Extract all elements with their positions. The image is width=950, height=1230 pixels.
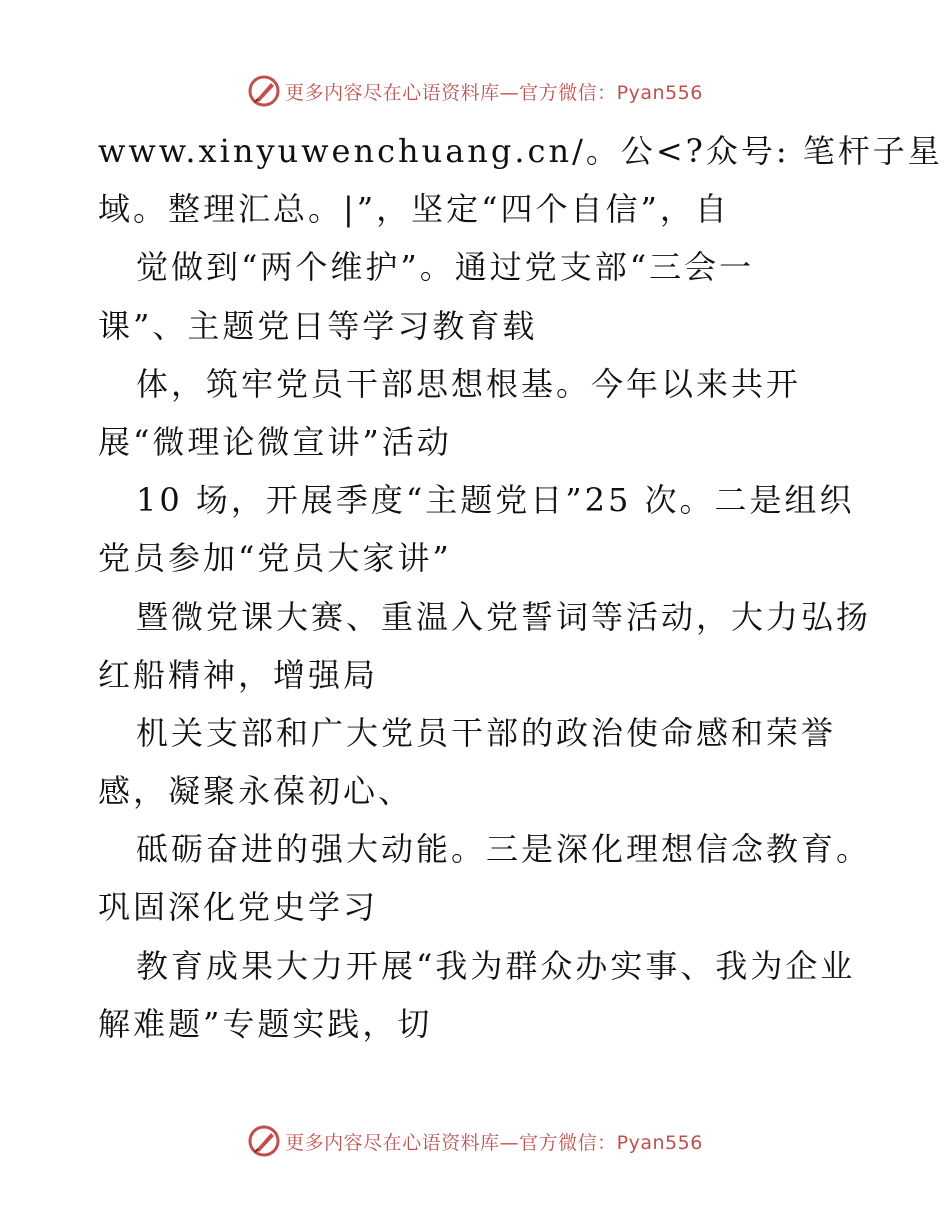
document-body: [98, 122, 943, 1053]
body-line: 解难题”专题实践，切: [98, 1004, 433, 1043]
body-line: 砥砺奋进的强大动能。三是深化理想信念教育。: [136, 830, 872, 869]
quill-logo-icon: [247, 1124, 281, 1158]
body-line: 暨微党课大赛、重温入党誓词等活动，大力弘扬: [136, 597, 872, 636]
footer-banner: [0, 1124, 950, 1158]
body-line: 觉做到“两个维护”。通过党支部“三会一: [136, 248, 755, 287]
body-line: www.xinyuwenchuang.cn/。公<?众号: 笔杆子星: [98, 132, 943, 170]
body-line: 感，凝聚永葆初心、: [98, 772, 414, 811]
header-banner: [0, 74, 950, 108]
header-banner-text: 更多内容尽在心语资料库—官方微信：Pyan556: [285, 81, 703, 104]
body-line: 巩固深化党史学习: [98, 888, 379, 927]
body-line: 10 场，开展季度“主题党日”25 次。二是组织: [136, 481, 855, 520]
body-line: 课”、主题党日等学习教育载: [98, 306, 538, 345]
body-line: 展“微理论微宣讲”活动: [98, 422, 452, 461]
body-line: 体，筑牢党员干部思想根基。今年以来共开: [136, 364, 802, 403]
body-line: 教育成果大力开展“我为群众办实事、我为企业: [136, 946, 856, 985]
body-line: 党员参加“党员大家讲”: [98, 539, 452, 578]
footer-banner-text: 更多内容尽在心语资料库—官方微信：Pyan556: [285, 1131, 703, 1154]
body-line: 域。整理汇总。|”，坚定“四个自信”，自: [98, 190, 730, 229]
quill-logo-icon: [247, 74, 281, 108]
body-line: 红船精神，增强局: [98, 655, 379, 694]
body-line: 机关支部和广大党员干部的政治使命感和荣誉: [136, 713, 837, 752]
